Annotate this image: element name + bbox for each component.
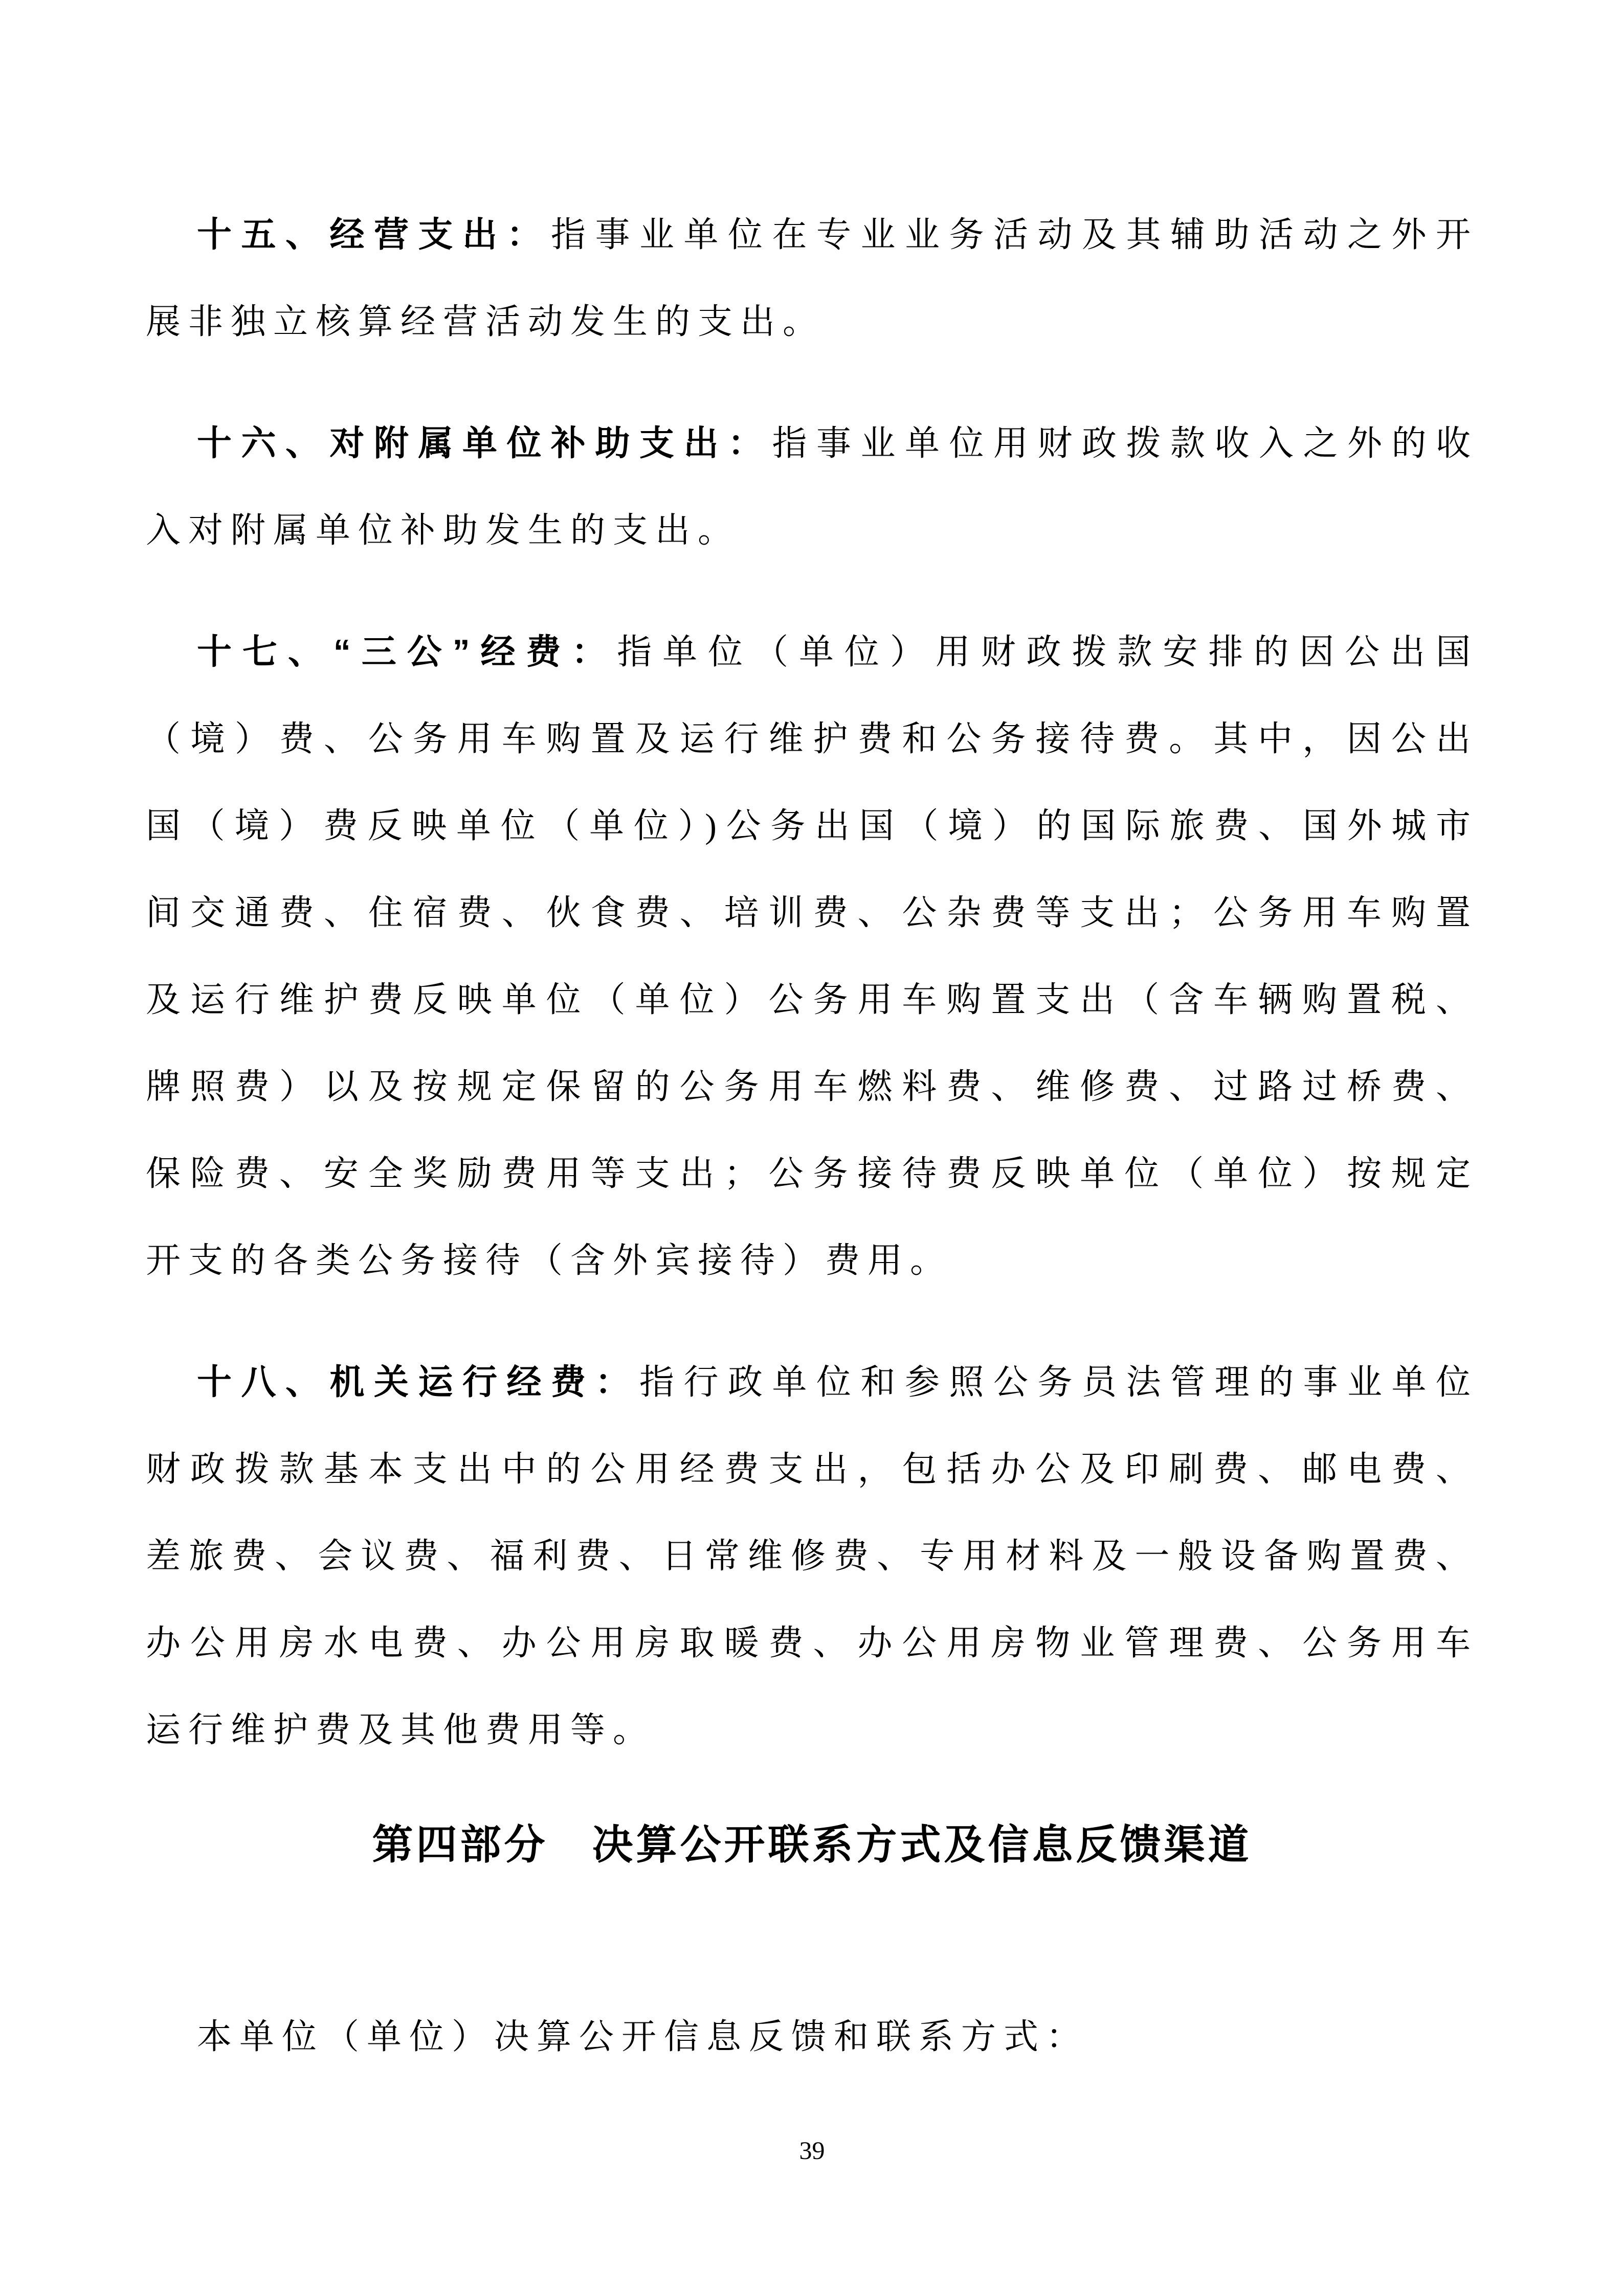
- text-line: 间交通费、住宿费、伙食费、培训费、公杂费等支出；公务用车购置: [146, 893, 1478, 932]
- contact-intro-line: 本单位（单位）决算公开信息反馈和联系方式：: [197, 2017, 1089, 2056]
- text-line: [146, 191, 1478, 278]
- text-line: 开支的各类公务接待（含外宾接待）费用。: [146, 1241, 953, 1280]
- text-line: [146, 609, 1478, 695]
- text-segment: 指事业单位用财政拨款收入之外的收: [772, 424, 1478, 463]
- text-line: [146, 400, 1478, 487]
- text-segment: 指事业单位在专业业务活动及其辅助活动之外开: [551, 215, 1478, 254]
- paragraph-lead-label: 十八、机关运行经费：: [197, 1363, 639, 1402]
- text-line: 运行维护费及其他费用等。: [146, 1710, 656, 1749]
- text-line: [146, 1339, 1478, 1426]
- section-heading: 第四部分 决算公开联系方式及信息反馈渠道: [372, 1822, 1252, 1867]
- text-segment: 指行政单位和参照公务员法管理的事业单位: [639, 1363, 1478, 1402]
- paragraph-lead-label: 十七、“三公”经费：: [197, 633, 617, 671]
- page-number: 39: [799, 2136, 825, 2165]
- paragraph-lead-label: 十六、对附属单位补助支出：: [197, 424, 772, 463]
- text-line: 及运行维护费反映单位（单位）公务用车购置支出（含车辆购置税、: [146, 980, 1478, 1019]
- paragraph-15-operating-expenses: [146, 191, 1478, 365]
- text-line: 展非独立核算经营活动发生的支出。: [146, 302, 826, 341]
- paragraph-17-three-public-funds: [146, 609, 1478, 1304]
- text-line: 财政拨款基本支出中的公用经费支出，包括办公及印刷费、邮电费、: [146, 1450, 1478, 1489]
- text-line: 保险费、安全奖励费用等支出；公务接待费反映单位（单位）按规定: [146, 1154, 1478, 1193]
- text-line: 办公用房水电费、办公用房取暖费、办公用房物业管理费、公务用车: [146, 1624, 1478, 1662]
- text-line: 牌照费）以及按规定保留的公务用车燃料费、维修费、过路过桥费、: [146, 1067, 1478, 1106]
- paragraph-lead-label: 十五、经营支出：: [197, 215, 551, 254]
- text-line: 国（境）费反映单位（单位）)公务出国（境）的国际旅费、国外城市: [146, 806, 1478, 845]
- text-line: 差旅费、会议费、福利费、日常维修费、专用材料及一般设备购置费、: [146, 1537, 1478, 1575]
- paragraph-18-agency-operating-funds: [146, 1339, 1478, 1773]
- text-line: （境）费、公务用车购置及运行维护费和公务接待费。其中，因公出: [146, 719, 1478, 758]
- text-line: 入对附属单位补助发生的支出。: [146, 511, 741, 550]
- text-segment: 指单位（单位）用财政拨款安排的因公出国: [617, 633, 1478, 671]
- paragraph-16-subsidy-expenses: [146, 400, 1478, 574]
